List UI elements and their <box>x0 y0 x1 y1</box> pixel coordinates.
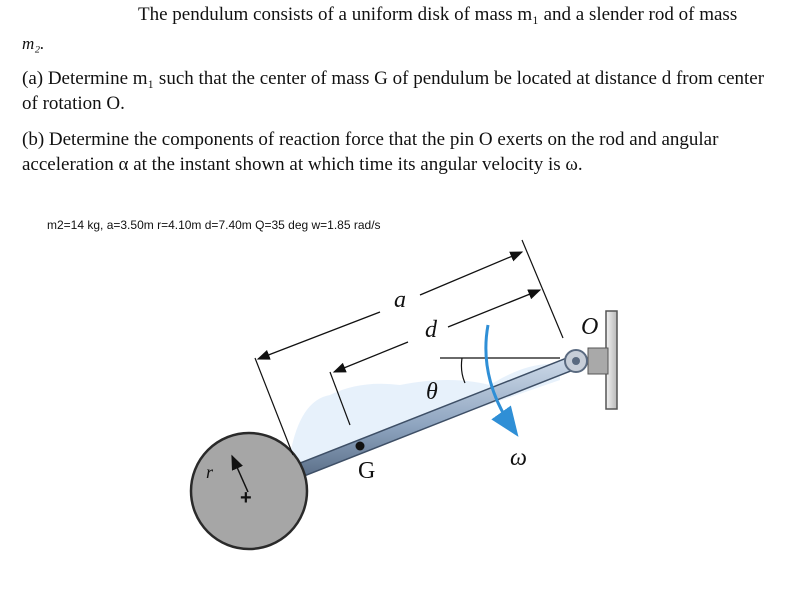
disk-center-plus: + <box>240 487 252 509</box>
dim-d-left <box>334 342 408 372</box>
intro-line-2: m₂. <box>22 34 45 53</box>
dim-d-right <box>448 290 540 327</box>
part-b-text: (b) Determine the components of reaction force that the pin O exerts on the rod and angular acceleration α at the instant shown at which time its angular velocity is ω. <box>22 129 719 175</box>
theta-arc <box>461 358 465 383</box>
dim-a-right <box>420 252 522 295</box>
dim-a-left <box>258 312 380 359</box>
wall-bracket <box>588 348 608 374</box>
label-omega: ω <box>510 445 527 471</box>
label-theta: θ <box>426 379 438 405</box>
parameters-line: m2=14 kg, a=3.50m r=4.10m d=7.40m Q=35 deg w=1.85 rad/s <box>47 218 381 232</box>
label-d: d <box>425 317 437 343</box>
part-a-text: (a) Determine m₁ such that the center of mass G of pendulum be located at distance d from center of rotation O. <box>22 68 765 114</box>
label-O: O <box>581 314 599 340</box>
dim-extension-O <box>522 240 563 338</box>
pin-center <box>572 357 580 365</box>
label-G: G <box>358 458 376 484</box>
intro-line-1: The pendulum consists of a uniform disk of mass m₁ and a slender rod of mass <box>138 4 738 25</box>
center-of-mass-G <box>356 442 365 451</box>
label-r: r <box>206 462 214 482</box>
label-a: a <box>394 287 406 313</box>
